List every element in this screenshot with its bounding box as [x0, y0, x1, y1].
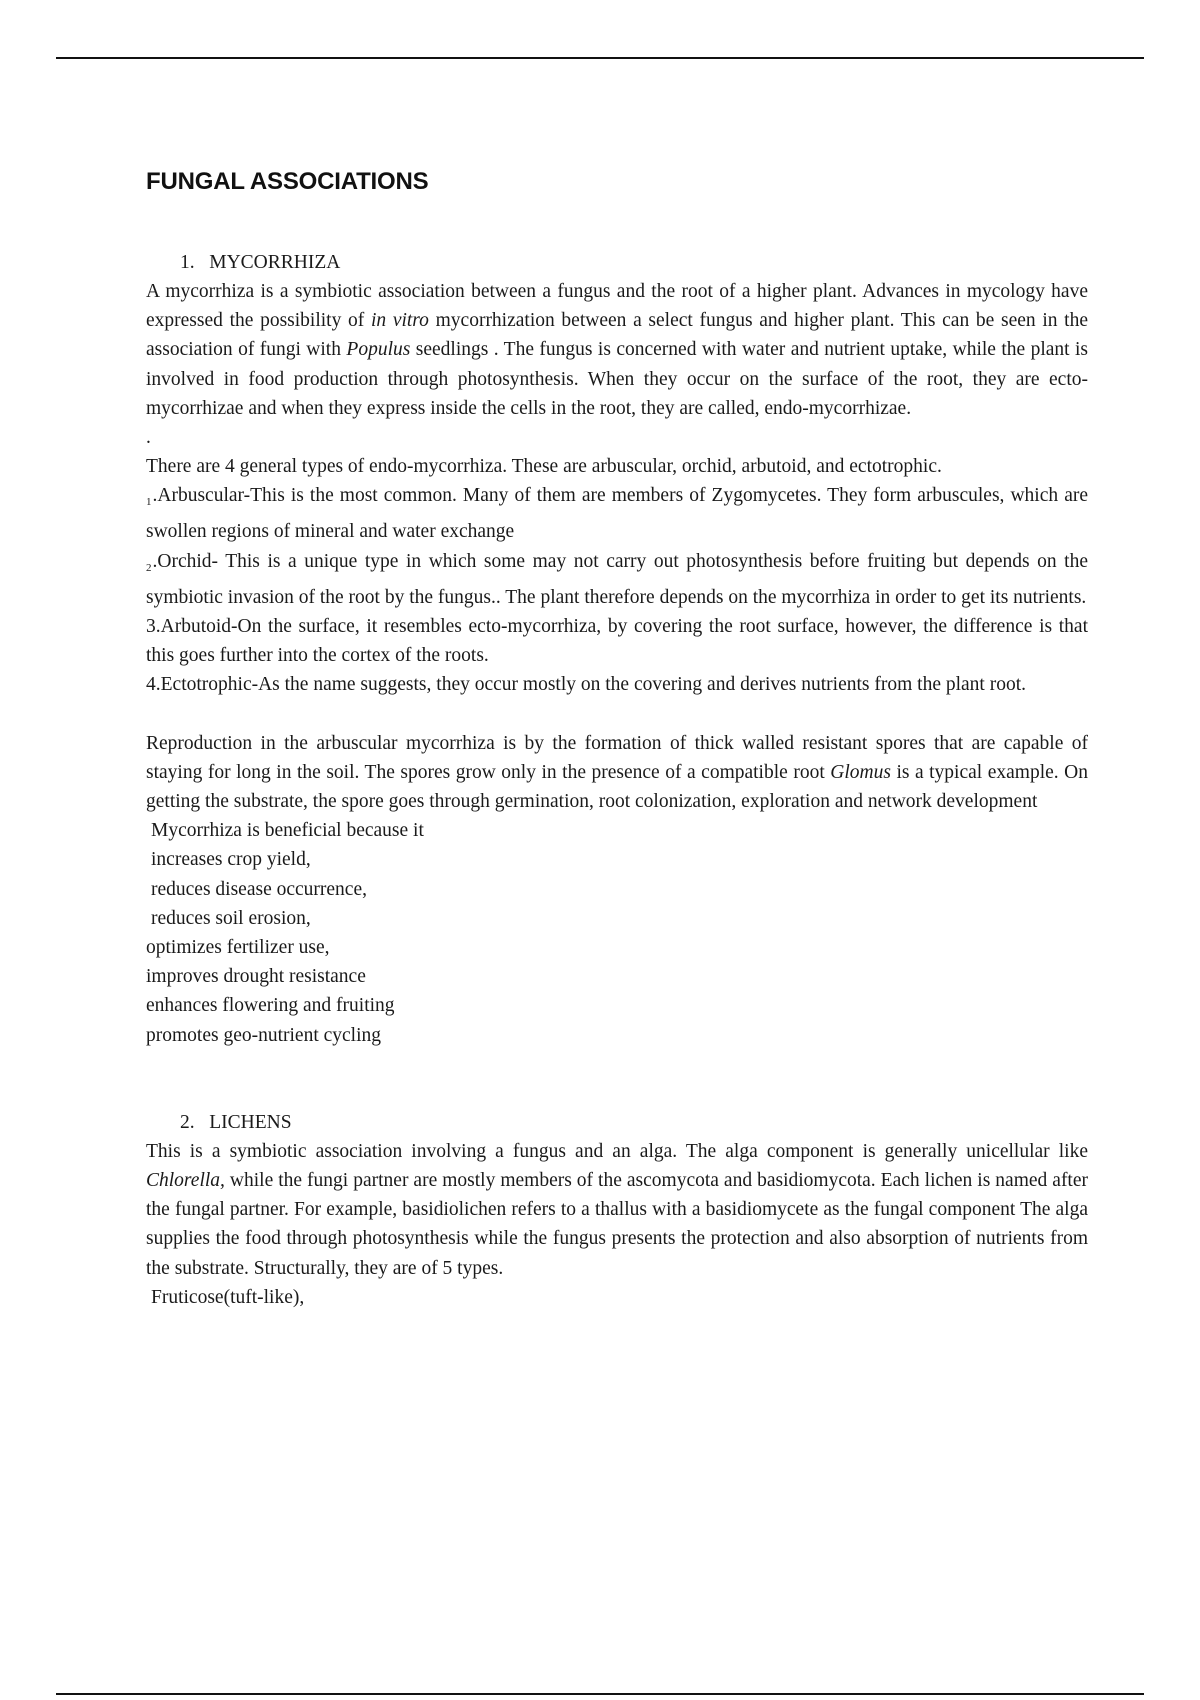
type-text: 4.Ectotrophic-As the name suggests, they occur mostly on the covering and derives nutrients from the plant root.	[146, 674, 1026, 696]
benefit-item: promotes geo-nutrient cycling	[146, 1024, 382, 1046]
lichen-type-item: Fruticose(tuft-like),	[151, 1286, 305, 1308]
type-number: 2	[146, 561, 152, 574]
italic-term: in vitro	[370, 310, 429, 332]
type-text: .Arbuscular-This is the most common. Many of them are members of Zygomycetes. They form arbuscules, which are swollen regions of mineral and water exchange	[146, 485, 1088, 543]
type-item	[146, 547, 1088, 612]
type-number: 1	[146, 496, 152, 509]
mycorrhiza-intro-paragraph	[146, 277, 1088, 423]
text-run: seedlings . The fungus is concerned with water and nutrient uptake, while the plant is involved in food production through photosynthesis. When they occur on the surface of the root, they are ecto-mycorrhizae and when they express inside the cells in the root, they are called, endo-mycorrhizae.	[146, 339, 1089, 419]
type-item	[146, 612, 1088, 670]
types-intro: There are 4 general types of endo-mycorrhiza. These are arbuscular, orchid, arbutoid, and ectotrophic.	[146, 456, 942, 478]
stray-dot: .	[146, 427, 151, 449]
italic-term: Populus	[346, 339, 411, 361]
type-text: 3.Arbutoid-On the surface, it resembles ecto-mycorrhiza, by covering the root surface, however, the difference is that this goes further into the cortex of the roots.	[146, 616, 1088, 667]
spacer	[146, 1050, 1088, 1108]
page-title: FUNGAL ASSOCIATIONS	[146, 168, 429, 195]
reproduction-paragraph	[146, 729, 1088, 817]
benefit-item: enhances flowering and fruiting	[146, 995, 395, 1017]
text-run: A mycorrhiza is a symbiotic association between a fungus and the root of a higher plant. Advances in mycology have expressed the possibility of	[146, 281, 1088, 332]
header-rule	[56, 57, 1144, 59]
mycorrhiza-types-list	[146, 481, 1088, 699]
section-title: MYCORRHIZA	[209, 252, 341, 273]
benefit-item: reduces disease occurrence,	[151, 878, 367, 900]
benefit-item: reduces soil erosion,	[151, 907, 311, 929]
benefit-item: Mycorrhiza is beneficial because it	[151, 820, 424, 842]
text-run: This is a symbiotic association involving a fungus and an alga. The alga component is generally unicellular like	[146, 1140, 1088, 1162]
section-title: LICHENS	[209, 1111, 292, 1133]
type-item	[146, 481, 1088, 546]
text-run: Reproduction in the arbuscular mycorrhiza is by the formation of thick walled resistant spores that are capable of staying for long in the soil. The spores grow only in the presence of a compatible root	[146, 732, 1088, 783]
document-body	[146, 168, 1088, 1312]
section-heading-mycorrhiza	[180, 248, 1088, 277]
text-run: while the fungi partner are mostly members of the ascomycota and basidiomycota. Each lichen is named after the fungal partner. For example, basidiolichen refers to a thallus with a basidiomycete as the fungal component The alga supplies the food through photosynthesis while the fungus presents the protection and also absorption of nutrients from the substrate. Structurally, they are of 5 types.	[146, 1170, 1088, 1279]
text-run: is a typical example. On getting the substrate, the spore goes through germination, root colonization, exploration and network development	[146, 761, 1088, 813]
footer-rule	[56, 1693, 1144, 1695]
benefits-list	[146, 816, 1088, 1050]
lichens-paragraph	[146, 1137, 1088, 1283]
italic-term: Glomus	[830, 761, 891, 783]
type-item	[146, 670, 1088, 699]
section-heading-lichens	[180, 1108, 1088, 1137]
section-number: 1.	[180, 252, 195, 273]
italic-term: Chlorella,	[146, 1170, 225, 1192]
spacer	[146, 700, 1088, 729]
text-run: mycorrhization between a select fungus and higher plant. This can be seen in the association of fungi with	[146, 310, 1088, 361]
section-number: 2.	[180, 1111, 195, 1133]
benefit-item: improves drought resistance	[146, 966, 366, 988]
benefit-item: increases crop yield,	[151, 849, 311, 871]
type-text: .Orchid- This is a unique type in which some may not carry out photosynthesis before fruiting but depends on the symbiotic invasion of the root by the fungus.. The plant therefore depends on the mycorrhiza in order to get its nutrients.	[146, 550, 1088, 608]
benefit-item: optimizes fertilizer use,	[146, 937, 330, 959]
